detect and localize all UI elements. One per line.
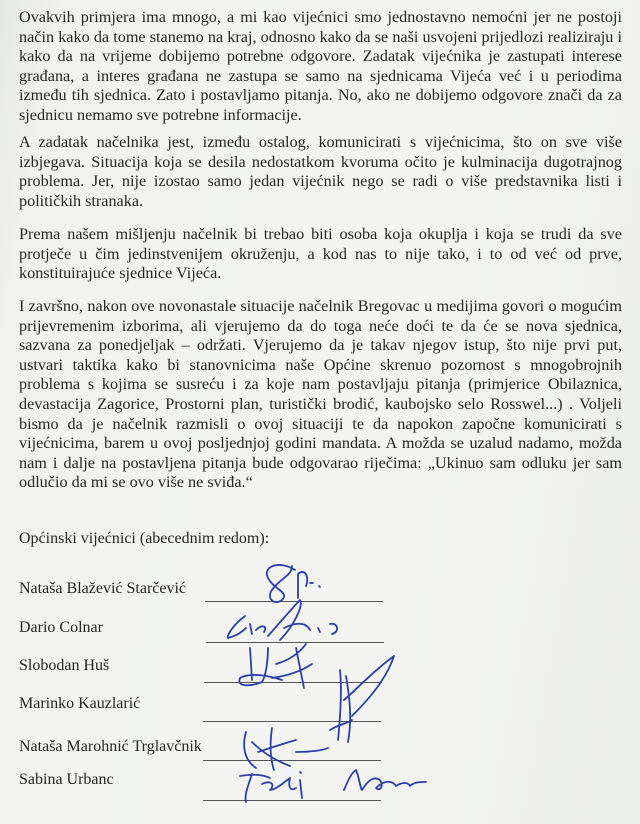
signatory-name: Nataša Blažević Starčević: [19, 580, 187, 597]
signature-line: [205, 601, 383, 602]
signatory-name: Marinko Kauzlarić: [19, 695, 141, 712]
signatory-name: Nataša Marohnić Trglavčnik: [19, 738, 202, 755]
signature-5: [244, 728, 328, 770]
signatories-heading: Općinski vijećnici (abecednim redom):: [19, 530, 270, 547]
paragraph-1: Ovakvih primjera ima mnogo, a mi kao vijećnici smo jednostavno nemoćni jer ne postoji način kako da tome stanemo na kraj, odnosno kako da se naši usvojeni prijedlozi realiziraju i kako da na vrijeme dobijemo potrebne odgovore. Zadatak vijećnika je zastupati interese građana, a interes građana ne zastupa se samo na sjednicama Vijeća već i u periodima između tih sjednica. Zato i postavljamo pitanja. No, ako ne dobijemo odgovore znači da za sjednicu nemamo sve potrebne informacije.: [19, 8, 622, 124]
signature-line: [203, 721, 381, 722]
signature-line: [203, 760, 381, 761]
signature-6: [240, 770, 426, 802]
signatory-name: Dario Colnar: [19, 619, 103, 636]
signature-2: [228, 600, 337, 640]
signature-line: [206, 642, 384, 643]
signature-4: [330, 656, 394, 742]
signatory-name: Sabina Urbanc: [19, 771, 114, 788]
signature-line: [204, 682, 382, 683]
paragraph-2: A zadatak načelnika jest, između ostalog, komunicirati s vijećnicima, što on sve više izbjegava. Situacija koja se desila nedostatkom kvoruma očito je kulminacija dugotrajnog problema. Jer, nije izostao samo jedan vijećnik nego se radi o više predstavnika listi i političkih stranaka.: [19, 133, 622, 210]
signature-1: [267, 565, 320, 602]
paragraph-4: I završno, nakon ove novonastale situacije načelnik Bregovac u medijima govori o mogućim prijevremenim izborima, ali vjerujemo da do toga neće doći te da će se nova sjednica, sazvana za ponedjeljak – održati. Vjerujemo da je takav njegov istup, što nije prvi put, ustvari taktika kako bi stanovnicima naše Općine skrenuo pozornost s mnogobrojnih problema s kojima se susreću i za koje nam postavljaju pitanja (primjerice Obilaznica, devastacija Zagorice, Prostorni plan, turistički brodić, kaubojsko selo Rosswel...) . Voljeli bismo da je načelnik razmisli o ovoj situaciji te da napokon započne komunicirati s vijećnicima, barem u ovoj posljednjoj godini mandata. A možda se uzalud nadamo, možda nam i dalje na postavljena pitanja bude odgovarao riječima: „Ukinuo sam odluku jer sam odlučio da mi se ovo više ne sviđa.“: [19, 297, 622, 492]
signatory-name: Slobodan Huš: [19, 657, 110, 674]
paragraph-3: Prema našem mišljenju načelnik bi trebao biti osoba koja okuplja i koja se trudi da sve protječe u čim jedinstvenijem okruženju, a kod nas to nije tako, i to od već od prve, konstituirajuće sjednice Vijeća.: [19, 225, 622, 283]
signature-line: [203, 800, 381, 801]
